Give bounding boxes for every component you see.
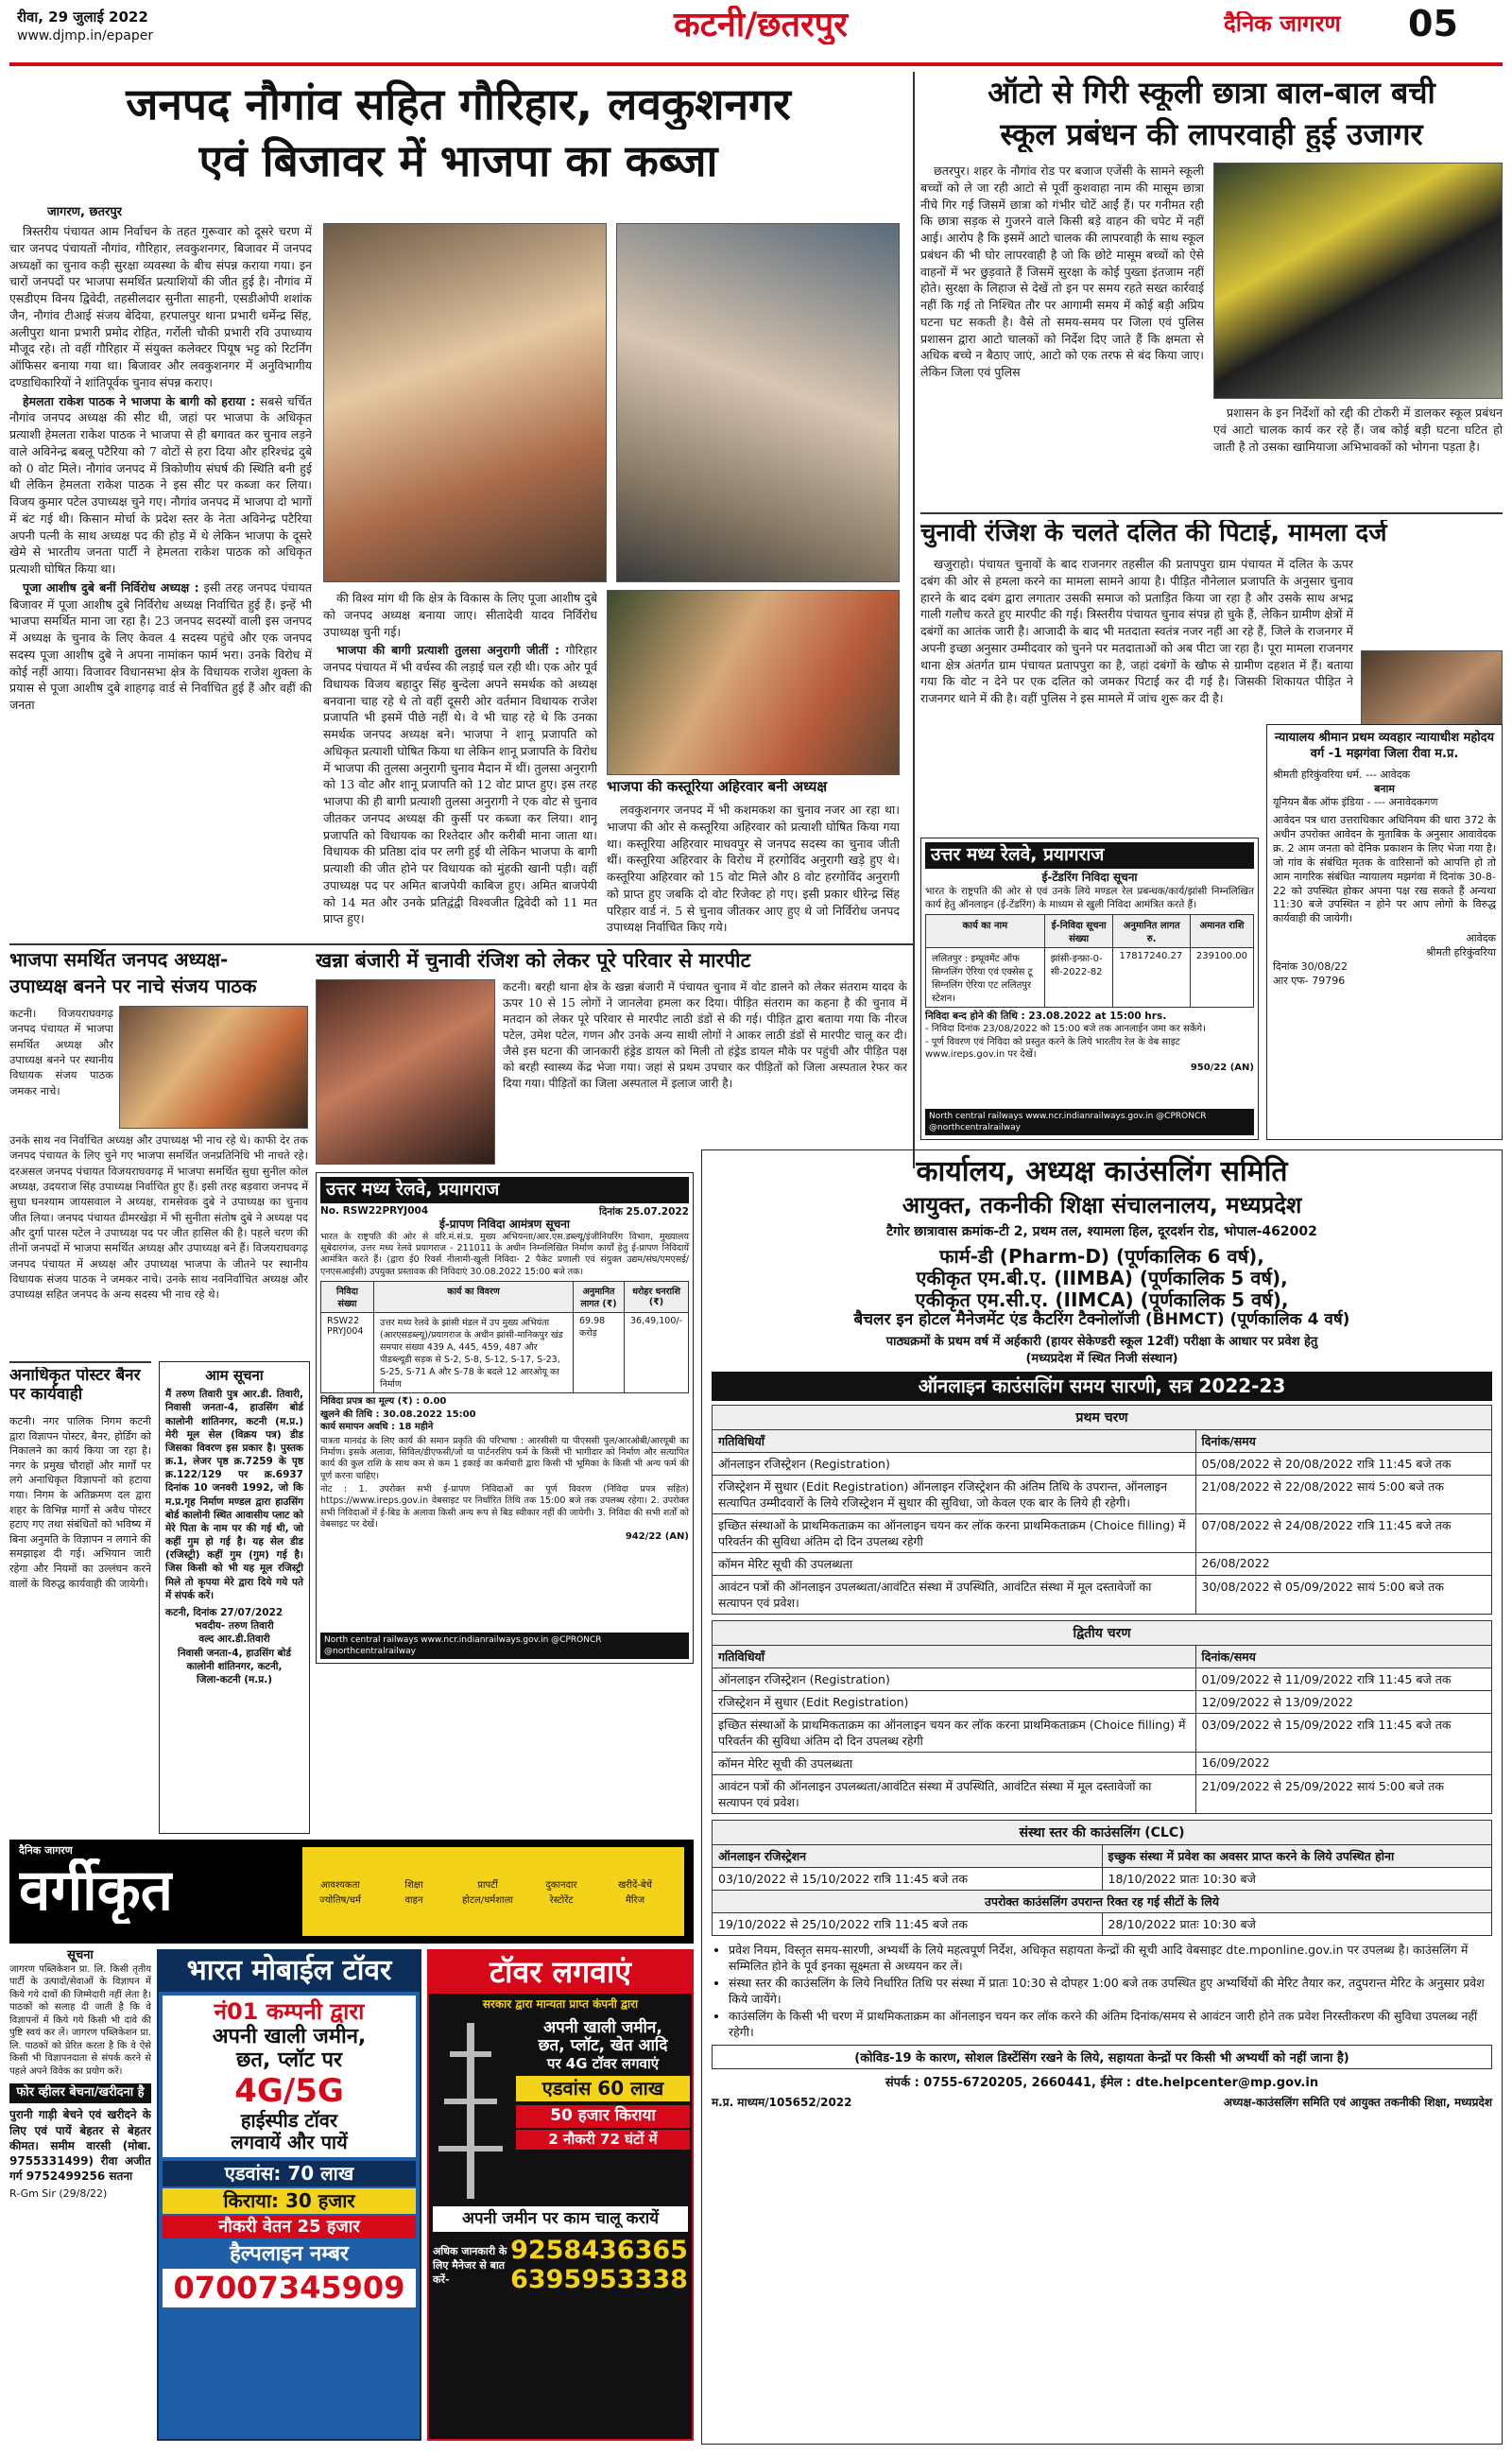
car-sale-body: पुरानी गाड़ी बेचने एवं खरीदने के लिए एवं पायें बेहतर से बेहतर कीमत। समीम वारसी (मोबा. 9755331499) रीवा अजीत गर्ग 9752499256 सतना	[9, 2108, 151, 2184]
auto-column-1	[920, 163, 1204, 507]
railway1-brand: उत्तर मध्य रेलवे, प्रयागराज	[925, 842, 1254, 869]
railway2-code: 942/22 (AN)	[625, 1531, 689, 1543]
classified-notice-head: सूचना	[67, 1949, 94, 1962]
ad1-advance: एडवांस: 70 लाख	[163, 2161, 416, 2186]
railway1-subtitle: ई-टेंडरिंग निविदा सूचना	[1041, 870, 1138, 884]
railway2-c2: उत्तर मध्य रेलवे के झांसी मंडल में उप मुख्य अभियंता (आरएसडब्ल्यू)/प्रयागराज के अधीन झांसी-मानिकपुर खंड समपार संख्या 439 A, 445, 459, 487 और पीडब्ल्यूडी सड़क से S-2, S-8, S-12, S-17, S-23, S-25, S-71 A और S-78 के बदले 12 आरओयू का निर्माण	[374, 1313, 574, 1393]
dance-headline-2: उपाध्यक्ष बनने पर नाचे संजय पाठक	[9, 976, 257, 997]
page-number: 05	[1408, 4, 1458, 44]
railway2-h3: अनुमानित लागत (₹)	[574, 1282, 625, 1313]
railway1-note-2: - पूर्ण विवरण एवं निविदा को प्रस्तुत करने के लिये भारतीय रेल के वेब साइट www.ireps.gov.in पर देखें।	[925, 1036, 1180, 1061]
ad2-earn: अपनी जमीन पर काम चालू करायें	[433, 2206, 688, 2233]
auto-headline-2: स्कूल प्रबंधन की लापरवाही हुई उजागर	[1000, 117, 1423, 152]
lead-column-3	[607, 802, 900, 942]
railway1-h3: अनुमानित लागत रु.	[1113, 914, 1190, 947]
public-notice-sign-2: वल्द आर.डी.तिवारी	[198, 1633, 270, 1646]
railway2-note: नोट : 1. उपरोक्त सभी ई-प्रापण निविदाओं का पूर्ण विवरण (निविदा प्रपत्र सहित) https://www.ireps.gov.in वेबसाइट पर निर्धारित तिथि तक 15:00 बजे तक उपलब्ध रहेगा। 2. उपरोक्त सभी निविदाओं में ई-बिड के अलावा किसी अन्य रूप से बिड स्वीकार नहीं की जायेगी। 3. निविदा की सभी शर्तों को वेबसाइट पर देखें।	[320, 1483, 689, 1529]
poster-headline: अनाधिकृत पोस्टर बैनर पर कार्यवाही	[9, 1367, 141, 1404]
lead-dateline: जागरण, छतरपुर	[47, 205, 123, 219]
phase2-col-activity: गतिविधियाँ	[713, 1645, 1196, 1668]
tower-ad-1	[157, 1949, 421, 2441]
tower-icon	[429, 2013, 514, 2203]
instruction-item: • प्रवेश नियम, विस्तृत समय-सारणी, अभ्यर्थी के लिये महत्वपूर्ण निर्देश, अधिकृत सहायता केन्द्रों की सूची आदि वेबसाइट dte.mponline.gov.in पर उपलब्ध है। काउंसलिंग में सम्मिलित होने के पूर्व इनका सूक्ष्मता से अध्ययन कर लें।	[729, 1942, 1492, 1975]
table-row: कॉमन मेरिट सूची की उपलब्धता 16/09/2022	[713, 1752, 1492, 1774]
public-notice-body: मैं तरुण तिवारी पुत्र आर.डी. तिवारी, निवासी जनता-4, हाउसिंग बोर्ड कालोनी शांतिनगर, कटनी (म.प्र.) मेरी मूल सेल (विक्रय पत्र) डीड जिसका विवरण इस प्रकार है। पुस्तक क्र.1, लेजर पृष्ठ क्र.7259 के पृष्ठ क्र.122/129 पर क्र.6937 दिनांक 10 जनवरी 1992, जो कि म.प्र.गृह निर्माण मण्डल द्वारा हाउसिंग बोर्ड कालोनी स्थित आवासीय प्लाट को मेरे पिता के नाम पर की गई थी, जो कहीं गुम हो गई है। यह सेल डीड (रजिस्ट्री) कहीं गुम (गुम) गई है। जिस किसी को भी यह मूल रजिस्ट्री मिले तो कृपया मेरे द्वारा दिये गये पते में संपर्क करें।	[165, 1389, 303, 1601]
paper-logo: दैनिक जागरण	[1224, 11, 1341, 37]
ad1-title: भारत मोबाईल टॉवर	[159, 1951, 420, 1992]
epaper-url: www.djmp.in/epaper	[17, 28, 154, 43]
counselling-schedule-title: ऑनलाइन काउंसलिंग समय सारणी, सत्र 2022-23	[712, 1372, 1492, 1401]
ad2-subtitle: सरकार द्वारा मान्यता प्राप्त कंपनी द्वारा	[482, 1996, 639, 2011]
ad2-advance: एडवांस 60 लाख	[516, 2076, 690, 2101]
auto-para-1: छतरपुर। शहर के नौगांव रोड पर बजाज एजेंसी के सामने स्कूली बच्चों को ले जा रही आटो से पूर्वी कुशवाहा नाम की मासूम छात्रा नीचे गिर गई जिसमें छात्रा को गंभीर चोटें आईं हैं। पर गनीमत रही कि छात्रा सड़क से गुजरने वाले किसी बड़े वाहन की चपेट में नहीं आई। आरोप है कि इसमें आटो चालक की लापरवाही के साथ स्कूल प्रबंधन की भी घोर लापरवाही है जो कि छोटे मासूम बच्चों को ऐसे वाहनों में भर छुड़वाते हैं जिसमें सुरक्षा के कोई पुख्ता इंतजाम नहीं होते। सुरक्षा के लिहाज से देखें तो इन पर समय रहते सख्त कार्रवाई नहीं कि गई तो निश्चित तौर पर आगामी समय में कोई बड़ी अप्रिय घटना घट सकती है। वैसे तो समय-समय पर जिला एवं पुलिस प्रशासन द्वारा आटो चालकों को निर्देश दिए जाते हैं कि क्षमता से अधिक बच्चे न बैठाए जाएं, आटो को एक तरफ से बंद किया जाए। लेकिन जिला एवं पुलिस	[920, 164, 1204, 379]
lead-headline-1: जनपद नौगांव सहित गौरिहार, लवकुशनगर	[126, 79, 791, 130]
lead-subhead-3: भाजपा की बागी प्रत्याशी तुलसा अनुरागी जीतीं :	[336, 643, 559, 658]
railway2-cost: निविदा प्रपत्र का मूल्य (₹) : 0.00	[320, 1396, 447, 1408]
auto-story	[920, 72, 1503, 507]
khanna-story	[316, 949, 907, 1168]
ad1-phone[interactable]: 07007345909	[163, 2269, 416, 2307]
counselling-sign: अध्यक्ष-काउंसलिंग समिति एवं आयुक्त तकनीकी शिक्षा, मध्यप्रदेश	[1223, 2095, 1492, 2109]
public-notice-sign-1: भवदीय- तरुण तिवारी	[195, 1620, 274, 1633]
issue-date: रीवा, 29 जुलाई 2022	[17, 9, 148, 26]
ad1-line-1: नं01 कम्पनी द्वारा	[214, 1997, 365, 2025]
table-row: आवंटन पत्रों की ऑनलाइन उपलब्धता/आवंटित संस्था में उपस्थिति, आवंटित संस्था में मूल दस्तावेजों का सत्यापन एवं प्रवेश। 21/09/2022 से 25/09/2022 सायं 5:00 बजे तक	[713, 1774, 1492, 1813]
ad1-rent: किराया: 30 हजार	[163, 2188, 416, 2214]
railway1-c3: 17817240.27	[1113, 947, 1190, 1007]
ad2-info: अधिक जानकारी के लिए मैनेजर से बात करें-	[433, 2244, 507, 2286]
classified-notice-body: जागरण पब्लिकेशन प्रा. लि. किसी तृतीय पार्टी के उत्पादों/सेवाओं के विज्ञापन में किये गये दावों की जिम्मेदारी नहीं लेता है। पाठकों को सलाह दी जाती है कि वे विज्ञापनों में किये गये किसी भी दावे की पुष्टि स्वयं कर लें। जागरण पब्लिकेशन प्रा. लि. पाठकों को प्रेरित करता है कि वे ऐसे किसी भी विज्ञापनदाता से संपर्क करने से पहले अपने विवेक का प्रयोग करें।	[9, 1963, 151, 2077]
railway1-note-1: - निविदा दिनांक 23/08/2022 को 15:00 बजे तक आनलाईन जमा कर सकेंगे।	[925, 1024, 1206, 1035]
ad1-line-5: हाईस्पीड टॉवर	[240, 2108, 338, 2132]
court-respondent: यूनियन बैंक ऑफ इंडिया - --- अनावेदकगण	[1273, 796, 1438, 809]
lead-subhead-2: पूजा आशीष दुबे बनीं निर्विरोध अध्यक्ष :	[23, 579, 199, 595]
lead-photo-caption: भाजपा की कस्तूरिया अहिरवार बनी अध्यक्ष	[607, 779, 828, 795]
dance-body-2: उनके साथ नव निर्वाचित अध्यक्ष और उपाध्यक्ष भी नाच रहे थे। काफी देर तक जनपद पंचायत के लिए चुने गए भाजपा समर्थित जनप्रतिनिधि भी नाचते रहे। दरअसल जनपद पंचायत विजयराघवगढ़ में भाजपा समर्थित सुधा सुनील कोल अध्यक्ष, उदयराज सिंह उपाध्यक्ष निर्वाचित हुए हैं। इसी तरह बड़वारा जनपद में सुधा घनश्याम जायसवाल ने अध्यक्ष, रामसेवक दुबे ने उपाध्यक्ष का चुनाव जीत लिया। जनपद पंचायत ढीमरखेड़ा में भी सुनीता संतोष दुबे ने अध्यक्ष पद और दुर्गा पारस पटेल ने उपाध्यक्ष पद पर जीत हासिल की है। पहले चरण की तीनों जनपदों में भाजपा समर्थित अध्यक्ष और उपाध्यक्ष बने हैं। विजयराघवगढ़ जनपद पंचायत में अध्यक्ष और उपाध्यक्ष भाजपा के जीतने पर स्थानीय विधायक संजय पाठक ने जमकर नाचे। उनके साथ नवनिर्वाचित अध्यक्ष और उपाध्यक्ष सहित जनपद के अन्य सदस्य भी नाच रहे थे।	[9, 1133, 308, 1302]
lead-subhead-1: हेमलता राकेश पाठक ने भाजपा के बागी को हराया :	[23, 393, 255, 408]
railway2-table	[320, 1281, 689, 1393]
lead-para-5: गौरिहार जनपद पंचायत में भी वर्चस्व की लड़ाई चल रही थी। एक ओर पूर्व विधायक विजय बहादुर सिंह बुन्देला अपने समर्थक को अध्यक्ष बनवाना चाह रहे थे तो वहीं दूसरी ओर वर्तमान विधायक राजेश प्रजापति भी इसमें पीछे नहीं थे। वे भी चाह रहे थे कि उनका समर्थक जनपद अध्यक्ष बने। भाजपा ने शानू प्रजापति को अधिकृत प्रत्याशी घोषित किया था लेकिन शानू प्रजापति के विरोध में भाजपा की तुलसा अनुरागी चुनाव मैदान में थीं। तुलसा अनुरागी को 13 वोट और शानू प्रजापति को 12 वोट प्राप्त हुए। इस तरह भाजपा की ही बागी प्रत्याशी तुलसा अनुरागी ने एक वोट से चुनाव जीतकर जनपद अध्यक्ष की कुर्सी पर कब्जा कर लिया। शानू प्रजापति को विधायक का रिश्तेदार और करीबी माना जाता था। विधायक की प्रतिष्ठा दांव पर लगी हुई थी लेकिन भाजपा के बागी प्रत्याशी की जीत होने पर विधायक को मुंहकी खानी पड़ी। वहीं उपाध्यक्ष पद पर अमित बाजपेयी काबिज हुए। अमित बाजपेयी को 14 मत और उनके प्रतिद्वंद्वी विश्वजीत द्विवेदी को 11 मत प्राप्त हुए।	[323, 643, 597, 926]
phase1-col-date: दिनांक/समय	[1195, 1429, 1492, 1452]
railway2-period: कार्य समापन अवधि : 18 महीने	[320, 1422, 434, 1433]
railway1-footer: North central railways www.ncr.indianrailways.gov.in @CPRONCR @northcentralrailway	[925, 1109, 1254, 1135]
table-row: 03/10/2022 से 15/10/2022 रात्रि 11:45 बजे तक 18/10/2022 प्रातः 10:30 बजे	[713, 1867, 1492, 1890]
vacant-heading: उपरोक्त काउंसलिंग उपरान्त रिक्त रह गई सीटों के लिये	[713, 1890, 1492, 1912]
category-item[interactable]: वाहन	[404, 1895, 423, 1906]
car-sale-head: फोर व्हीलर बेचना/खरीदना है	[9, 2083, 151, 2103]
poster-story	[9, 1361, 151, 1834]
ad2-phone-1[interactable]: 9258436365	[510, 2236, 688, 2266]
auto-headline-1: ऑटो से गिरी स्कूली छात्रा बाल-बाल बची	[988, 76, 1435, 111]
counselling-course-3: एकीकृत एम.सी.ए. (IIMCA) (पूर्णकालिक 5 वर्ष),	[915, 1288, 1289, 1312]
counselling-phase1-table	[712, 1405, 1492, 1615]
railway1-intro: भारत के राष्ट्रपति की ओर से एवं उनके लिये मण्डल रेल प्रबन्धक/कार्य/झांसी निम्नलिखित कार्य हेतु ऑनलाइन (ई-टेंडरिंग) के माध्यम से खुली निविदा आमंत्रित करते हैं।	[925, 885, 1254, 910]
dance-photo	[119, 1006, 308, 1129]
counselling-institutes: (मध्यप्रदेश में स्थित निजी संस्थान)	[1025, 1351, 1178, 1366]
table-row: 19/10/2022 से 25/10/2022 रात्रि 11:45 बजे तक 28/10/2022 प्रातः 10:30 बजे	[713, 1912, 1492, 1935]
table-row: इच्छित संस्थाओं के प्राथमिकताक्रम का ऑनलाइन चयन कर लॉक करना प्राथमिकताक्रम (Choice filling) में परिवर्तन की सुविधा अंतिम दो दिन उपलब्ध रहेगी 03/09/2022 से 15/09/2022 रात्रि 11:45 बजे तक	[713, 1713, 1492, 1752]
category-item[interactable]: आवश्यकता	[320, 1880, 360, 1891]
railway1-c2: झांसी-इन्फ्रा-0-सी-2022-82	[1044, 947, 1113, 1007]
category-item[interactable]: होटल/धर्मशाला	[462, 1895, 513, 1906]
car-sale-code: R-Gm Sir (29/8/22)	[9, 2187, 108, 2201]
category-item[interactable]: प्रापर्टी	[477, 1880, 498, 1891]
railway2-dated: दिनांक 25.07.2022	[599, 1205, 689, 1218]
railway2-h2: कार्य का विवरण	[374, 1282, 574, 1313]
public-notice-sign-4: कालोनी शांतिनगर, कटनी,	[186, 1660, 283, 1672]
railway2-c3: 69.98 करोड़	[574, 1313, 625, 1393]
lead-photo-leaders	[323, 223, 607, 582]
phase1-heading: प्रथम चरण	[713, 1405, 1492, 1429]
instruction-item: • संस्था स्तर की काउंसलिंग के लिये निर्धारित तिथि पर संस्था में प्रातः 10:30 से दोपहर 1:00 बजे तक उपस्थित हुए अभ्यर्थियों की मेरिट तैयार कर, तदुपरान्त मेरिट के अनुसार प्रवेश किये जायेंगे।	[729, 1975, 1492, 2008]
khanna-body: कटनी। बरही थाना क्षेत्र के खन्ना बंजारी में पंचायत चुनाव में वोट डालने को लेकर संतराम यादव के ऊपर 10 से 15 लोगों ने जानलेवा हमला कर दिया। पीड़ित संतराम का कहना है की चुनाव में मतदान को लेकर पूरे परिवार से मारपीट लाठी डंडों से की गई। पीड़ित द्वारा बताया गया कि नीरज पटेल, उमेश पटेल, गणन और उनके अन्य साथी लोगों ने आकर लाठी डंडों से मारपीट चालू कर दी। जैसे इस घटना की जानकारी हंड्रेड डायल को मिली तो हंड्रेड डायल मौके पर पहुंची और पीड़ित पक्ष को बरही स्वास्थ्य केंद्र भेजा गया। जहां से प्रथम उपचार कर पीड़ितों को जिला अस्पताल रेफर कर दिया गया। पीड़ितों का जिला अस्पताल में इलाज जारी है।	[503, 980, 907, 1091]
auto-column-2	[1213, 405, 1503, 507]
khanna-photo	[316, 979, 495, 1165]
ad1-job: नौकरी वेतन 25 हजार	[163, 2216, 416, 2239]
counselling-notice	[701, 1149, 1503, 2445]
railway2-h4: धरोहर धनराशि (₹)	[625, 1282, 689, 1313]
header-rule	[9, 62, 1503, 66]
counselling-title: कार्यालय, अध्यक्ष काउंसलिंग समिति	[916, 1155, 1288, 1188]
counselling-course-1: फार्म-डी (Pharm-D) (पूर्णकालिक 6 वर्ष),	[939, 1245, 1264, 1269]
counselling-address: टैगोर छात्रावास क्रमांक-टी 2, प्रथम तल, श्यामला हिल, दूरदर्शन रोड, भोपाल-462002	[886, 1224, 1317, 1240]
khanna-headline: खन्ना बंजारी में चुनावी रंजिश को लेकर पूरे परिवार से मारपीट	[316, 949, 751, 972]
lead-para-2: सबसे चर्चित नौगांव जनपद अध्यक्ष की सीट थी, जहां पर भाजपा के अधिकृत प्रत्याशी हेमलता राकेश पाठक ने भाजपा से ही बगावत कर चुनाव लड़ने वाले अविनेन्द्र बबलू पटैरिया को 7 वोटों से हरा दिया और हरिश्चंद्र दुबे को 0 वोट मिले। नौगांव जनपद में त्रिकोणीय संघर्ष की स्थिति बनी हुई थी लेकिन हेमलता राकेश पाठक ने इस सीट पर कब्जा कर लिया। विजय कुमार पटेल उपाध्यक्ष चुने गए। नौगांव जनपद में भाजपा दो भागों में बंट गई थी। किसान मोर्चा के प्रदेश स्तर के नेता अविनेन्द्र पटैरिया अपनी पत्नी के साथ अध्यक्ष पद की होड़ में थे लेकिन भाजपा के दूसरे खेमे से भारतीय जनता पार्टी ने हेमलता राकेश पाठक को अधिकृत प्रत्याशी घोषित किया था।	[9, 393, 312, 576]
railway2-brand: उत्तर मध्य रेलवे, प्रयागराज	[320, 1177, 689, 1203]
court-notice	[1266, 724, 1503, 1140]
dance-body-1: कटनी। विजयराघवगढ़ जनपद पंचायत में भाजपा समर्थित अध्यक्ष और उपाध्यक्ष बनने पर स्थानीय विधायक संजय पाठक जमकर नाचे।	[9, 1007, 113, 1097]
ad2-line-1: अपनी खाली जमीन,	[543, 2017, 662, 2037]
counselling-clc-table	[712, 1820, 1492, 1936]
lead-column-1	[9, 223, 312, 942]
counselling-course-2: एकीकृत एम.बी.ए. (IIMBA) (पूर्णकालिक 5 वर्ष),	[916, 1267, 1288, 1290]
counselling-contact: संपर्क : 0755-6720205, 2660441, ईमेल : dte.helpcenter@mp.gov.in	[885, 2075, 1319, 2090]
court-vs: बनाम	[1374, 782, 1395, 795]
table-row: इच्छित संस्थाओं के प्राथमिकताक्रम का ऑनलाइन चयन कर लॉक करना प्राथमिकताक्रम (Choice filling) में परिवर्तन की सुविधा अंतिम दो दिन उपलब्ध रहेगी 07/08/2022 से 24/08/2022 रात्रि 11:45 बजे तक	[713, 1513, 1492, 1552]
railway2-c1: RSW22 PRYJ004	[321, 1313, 374, 1393]
counselling-title-2: आयुक्त, तकनीकी शिक्षा संचालनालय, मध्यप्रदेश	[902, 1191, 1302, 1218]
railway1-h1: कार्य का नाम	[926, 914, 1045, 947]
lead-para-6: लवकुशनगर जनपद में भी कशमकश का चुनाव नजर आ रहा था। भाजपा की ओर से कस्तूरिया अहिरवार को प्रत्याशी घोषित किया गया था। कस्तूरिया अहिरवार माधवपुर से जनपद सदस्य का चुनाव जीती थीं। कस्तूरिया अहिरवार के विरोध में हरगोविंद अनुरागी खड़े हुए थे। कस्तूरिया अहिरवार को 15 वोट मिले और 8 वोट हरगोविंद अनुरागी को प्राप्त हुए जबकि दो वोट रिजेक्ट हो गए। इसी प्रकार धीरेन्द्र सिंह परिहार वार्ड नं. 5 से चुनाव जीतकर आए हुए थे जो निर्विरोध जनपद उपाध्यक्ष निर्वाचित किए गये।	[607, 803, 900, 935]
ad1-helpline: हैल्पलाइन नम्बर	[230, 2242, 349, 2267]
masthead	[0, 0, 1512, 68]
column-divider	[913, 72, 915, 1168]
public-notice-date: कटनी, दिनांक 27/07/2022	[165, 1607, 284, 1618]
court-title: न्यायालय श्रीमान प्रथम व्यवहार न्यायाधीश महोदय वर्ग -1 मझगंवा जिला रीवा म.प्र.	[1274, 731, 1495, 761]
classified-brand: दैनिक जागरण	[19, 1844, 73, 1857]
railway2-subtitle: ई-प्रापण निविदा आमंत्रण सूचना	[438, 1217, 571, 1231]
railway1-table	[925, 914, 1254, 1008]
railway2-footer: North central railways www.ncr.indianrailways.gov.in @CPRONCR @northcentralrailway	[320, 1633, 689, 1659]
counselling-covid: (कोविड-19 के कारण, सोशल डिस्टेंसिंग रखने के लिये, सहायता केन्द्रों पर किसी भी अभ्यर्थी को नहीं जाना है)	[712, 2045, 1492, 2069]
table-row: आवंटन पत्रों की ऑनलाइन उपलब्धता/आवंटित संस्था में उपस्थिति, आवंटित संस्था में मूल दस्तावेजों का सत्यापन एवं प्रवेश। 30/08/2022 से 05/09/2022 सायं 5:00 बजे तक	[713, 1575, 1492, 1614]
dance-headline-1: भाजपा समर्थित जनपद अध्यक्ष-	[9, 949, 229, 971]
classified-title: वर्गीकृत	[19, 1858, 173, 1924]
category-item[interactable]: दुकानदार	[545, 1880, 577, 1891]
railway-tender-1	[920, 838, 1259, 1140]
table-row: रजिस्ट्रेशन में सुधार (Edit Registration) ऑनलाइन रजिस्ट्रेशन की अंतिम तिथि के उपरान्त, ऑनलाइन सत्यापित उम्मीदवारों के लिये रजिस्ट्रेशन में सुधार की सुविधा, जो केवल एक बार के लिये ही रहेगी। 21/08/2022 से 22/08/2022 सायं 5:00 बजे तक	[713, 1475, 1492, 1513]
clc-col-b: इच्छुक संस्था में प्रवेश का अवसर प्राप्त करने के लिये उपस्थित होना	[1102, 1844, 1492, 1867]
railway2-h1: निविदा संख्या	[321, 1282, 374, 1313]
court-petitioner: श्रीमती हरिकुंवरिया धर्म. --- आवेदक	[1273, 768, 1411, 781]
railway2-eligibility: पात्रता मानदंड के लिए कार्य की समान प्रकृति की परिभाषा : आरसीसी या पीएससी पुल/आरओबी/आरयूबी का निर्माण। इसके अलावा, सिविल/डीएफसी/जो या पार्टनरशिप फर्म के किसी भी भागीदार को निर्माण और सत्यापित कार्य की कुल राशि के साथ कम से कम 1 इकाई का कर्मचारी द्वारा किसी भी भूमिका के किसी भी अन्य फर्म की पूर्ण करना चाहिए।	[320, 1435, 689, 1481]
auto-photo	[1213, 163, 1503, 399]
railway2-c4: 36,49,100/-	[625, 1313, 689, 1393]
public-notice	[159, 1361, 310, 1834]
ad1-line-2: अपनी खाली जमीन,	[212, 2025, 367, 2049]
classified-section	[9, 1840, 694, 2445]
court-date: दिनांक 30/08/22	[1273, 959, 1348, 973]
railway2-intro: भारत के राष्ट्रपति की ओर से वरि.मं.सं.प्र. मुख्य अभियन्ता/आर.एस.डब्ल्यू/इंजीनियरिंग विभाग, मुख्यालय सूबेदारगंज, उत्तर मध्य रेलवे प्रयागराज - 211011 के अधीन निम्नलिखित निर्माण कार्यों हेतु ई-प्रापण निविदायें आमंत्रित करते हैं। (द्वारा ई0 रिवर्स नीलामी-खुली निविदा- 2 पैकेट प्रणाली एवं संयुक्त उद्यम/संघ/एमएसई/एनएसआईसी) उपयुक्त प्रस्तावक की निविदाएं 30.08.2022 15:00 बजे तक।	[320, 1231, 689, 1277]
railway1-code: 950/22 (AN)	[1190, 1062, 1254, 1073]
section-title: कटनी/छतरपुर	[674, 6, 848, 44]
category-item[interactable]: मैरिज	[625, 1895, 645, 1906]
ad2-line-3: पर 4G टॉवर लगवाएं	[546, 2054, 660, 2072]
table-row: रजिस्ट्रेशन में सुधार (Edit Registration) 12/09/2022 से 13/09/2022	[713, 1690, 1492, 1713]
ad2-job: 2 नौकरी 72 घंटों में	[516, 2130, 690, 2150]
public-notice-title: आम सूचना	[205, 1367, 264, 1384]
poster-body: कटनी। नगर पालिक निगम कटनी द्वारा विज्ञापन पोस्टर, बैनर, होर्डिंग को निकालने का कार्य किया जा रहा है। नगर के प्रमुख चौराहों और मार्गों पर लगे अनाधिकृत विज्ञापनों को हटाया गया। निगम के अतिक्रमण दल द्वारा शहर के विभिन्न मार्गों से अवैध पोस्टर हटाए गए तथा संबंधितों को भविष्य में बिना अनुमति के विज्ञापन न लगाने की समझाइश दी गई। अभियान जारी रहेगा और नियमों का उल्लंघन करने वालों के विरुद्ध कार्यवाही की जायेगी।	[9, 1415, 151, 1590]
lead-column-2	[323, 590, 597, 942]
railway1-h2: ई-निविदा सूचना संख्या	[1044, 914, 1113, 947]
court-ref: आर एफ- 79796	[1273, 974, 1346, 987]
railway1-c4: 239100.00	[1190, 947, 1253, 1007]
counselling-code: म.प्र. माध्यम/105652/2022	[712, 2095, 852, 2109]
lead-para-3: इसी तरह जनपद पंचायत बिजावर में पूजा आशीष दुबे निर्विरोध अध्यक्ष निर्वाचित हुई हैं। इन्हें भी भाजपा समर्थित माना जा रहा है। 23 जनपद सदस्यों वाली इस जनपद में अध्यक्ष के चुनाव के लिए केवल 4 सदस्य पहुंचे और एक जनपद सदस्य पूजा आशीष दुबे ने अपना नामांकन फार्म भरा। उनके विरोध में कोई नहीं आया। विजावर विधानसभा क्षेत्र के विधायक राजेश शुक्ला के प्रयास से पूजा आशीष दुबे शाहगढ़ वार्ड से निर्वाचित हुई हैं और वहीं की जनता	[9, 579, 312, 712]
ad2-line-2: छत, प्लॉट, खेत आदि	[538, 2036, 668, 2056]
railway2-open: खुलने की तिथि : 30.08.2022 15:00	[320, 1408, 476, 1420]
clc-heading: संस्था स्तर की काउंसलिंग (CLC)	[713, 1820, 1492, 1844]
public-notice-sign-5: जिला-कटनी (म.प्र.)	[196, 1673, 273, 1685]
classified-left-column	[9, 1949, 151, 2445]
clc-col-a: ऑनलाइन रजिस्ट्रेशन	[713, 1844, 1103, 1867]
ad2-title: टॉवर लगवाएं	[429, 1951, 692, 1994]
counselling-eligibility: पाठ्यक्रमों के प्रथम वर्ष में अर्हकारी (हायर सेकेण्डरी स्कूल 12वीं) परीक्षा के आधार पर प्रवेश हेतु	[885, 1334, 1318, 1349]
table-row: ऑनलाइन रजिस्ट्रेशन (Registration) 01/09/2022 से 11/09/2022 रात्रि 11:45 बजे तक	[713, 1668, 1492, 1690]
court-body: आवेदन पत्र धारा उत्तराधिकार अधिनियम की धारा 372 के अधीन उपरोक्त आवेदन के मुताबिक के अनुसार आवावेदक क्र. 2 आम जनता को देनिक प्रकाशन के लिए भेजा गया है। जो गांव के संबंधित मृतक के वारिसानों को आपत्ति हो तो आम नागरिक संबंधित न्यायालय मझगंवा में दिनांक 30-8-22 को उपस्थित होकर अपना पक्ष रख सकते हैं अन्यथा 11:30 बजे उपस्थित न होने पर आप लोगों के विरुद्ध कार्यवाही की जायेगी।	[1273, 814, 1496, 925]
instruction-item: • काउंसलिंग के किसी भी चरण में प्राथमिकताक्रम का ऑनलाइन चयन कर लॉक करने की अंतिम दिनांक/समय से आवंटन जारी होने तक प्रवेश निरस्तीकरण की सुविधा उपलब्ध नहीं रहेगी।	[729, 2008, 1492, 2041]
ad1-line-4: 4G/5G	[234, 2071, 344, 2110]
auto-para-2: प्रशासन के इन निर्देशों को रद्दी की टोकरी में डालकर स्कूल प्रबंधन एवं आटो चालक कार्य कर रहे हैं। जब कोई बड़ी घटना घटित हो जाती है तो उसका खामियाजा अभिभावकों को भोगना पड़ता है।	[1213, 406, 1503, 454]
railway2-number: No. RSW22PRYJ004	[320, 1204, 429, 1217]
table-row: ऑनलाइन रजिस्ट्रेशन (Registration) 05/08/2022 से 20/08/2022 रात्रि 11:45 बजे तक	[713, 1452, 1492, 1475]
phase2-col-date: दिनांक/समय	[1195, 1645, 1492, 1668]
court-applicant-label: आवेदक	[1466, 932, 1496, 945]
dalit-headline: चुनावी रंजिश के चलते दलित की पिटाई, मामला दर्ज	[920, 520, 1387, 547]
lead-para-4: की विश्व मांग थी कि क्षेत्र के विकास के लिए पूजा आशीष दुबे को जनपद अध्यक्ष बनाया जाए। सीतादेवी यादव निर्विरोध उपाध्यक्ष चुनी गई।	[323, 591, 597, 639]
lead-para-1: त्रिस्तरीय पंचायत आम निर्वाचन के तहत गुरूवार को दूसरे चरण में चार जनपद पंचायतों नौगांव, गौरिहार, लवकुशनगर, बिजावर में जनपद अध्यक्षों का चुनाव कड़ी सुरक्षा व्यवस्था के बीच संपन्न कराया गया। इन चारों जनपदों पर भाजपा समर्थित प्रत्याशियों की जीत हुई है। नौगांव में एसडीएम विनय द्विवेदी, तहसीलदार सुनीता साहनी, एसडीओपी शशांक जैन, नौगांव टीआई संजय बेदिया, हरपालपुर थाना प्रभारी धर्मेन्द्र सिंह, अलीपुरा थाना प्रभारी प्रमोद रोहित, गर्रोली चौकी प्रभारी रवि उपाध्याय मौजूद रहे। तो वहीं गौरिहार में संयुक्त कलेक्टर पियूष भट्ट को रिटर्निंग ऑफिसर बनाया गया था। बिजावर और लवकुशनगर में अनुविभागीय दण्डाधिकारियों ने शांतिपूर्वक चुनाव संपन्न कराए।	[9, 224, 312, 389]
category-item[interactable]: खरीदें-बेचें	[618, 1880, 652, 1891]
public-notice-sign-3: निवासी जनता-4, हाउसिंग बोर्ड	[178, 1647, 291, 1659]
railway1-close-date: निविदा बन्द होने की तिथि : 23.08.2022 at 15:00 hrs.	[925, 1010, 1167, 1022]
lead-photo-certificate	[616, 223, 900, 582]
classified-categories	[302, 1847, 684, 1936]
railway1-h4: अमानत राशि	[1190, 914, 1253, 947]
lead-story	[9, 72, 907, 942]
classified-banner	[9, 1840, 694, 1944]
dance-story	[9, 949, 308, 1356]
lead-photo-winner	[607, 590, 900, 775]
phase1-col-activity: गतिविधियाँ	[713, 1429, 1196, 1452]
table-row: कॉमन मेरिट सूची की उपलब्धता 26/08/2022	[713, 1552, 1492, 1575]
counselling-phase2-table	[712, 1620, 1492, 1814]
category-item[interactable]: शिक्षा	[404, 1880, 423, 1891]
ad1-line-3: छत, प्लॉट पर	[235, 2048, 342, 2073]
phase2-heading: द्वितीय चरण	[713, 1620, 1492, 1645]
category-item[interactable]: ज्योतिष/धर्म	[319, 1895, 361, 1906]
court-applicant: श्रीमती हरिकुंवरिया	[1425, 945, 1496, 959]
ad2-phone-2[interactable]: 6395953338	[510, 2265, 688, 2295]
counselling-instructions	[729, 1942, 1492, 2041]
lead-headline-2: एवं बिजावर में भाजपा का कब्जा	[198, 136, 718, 186]
ad2-rent: 50 हजार किराया	[516, 2105, 690, 2128]
ad1-line-6: लगवायें और पायें	[231, 2130, 348, 2153]
counselling-course-4: बैचलर इन होटल मैनेजमेंट एंड कैटरिंग टैक्नोलॉजी (BHMCT) (पूर्णकालिक 4 वर्ष)	[853, 1310, 1350, 1330]
railway-tender-2	[316, 1172, 694, 1664]
tower-ad-2	[427, 1949, 694, 2441]
railway1-c1: ललितपुर : इम्प्रूवमेंट ऑफ सिग्नलिंग ऐरिया एवं एक्सेस टू सिग्नलिंग ऐरिया एट ललितपुर स्टेशन।	[926, 947, 1045, 1007]
dalit-para: खजुराहो। पंचायत चुनावों के बाद राजनगर तहसील की प्रतापपुरा ग्राम पंचायत में दलित के ऊपर दबंग की ओर से हमला करने का मामला सामने आया है। पीड़ित नौनेलाल प्रजापति के अनुसार चुनाव हारने के बाद दबंग द्वारा लगातार उसकी समाज को प्रताड़ित किया जा रहा है और उसके साथ अभद्र गाली गलौच करते हुए मारपीट की गई। त्रिस्तरीय पंचायत चुनाव संपन्न हो चुके हैं, लेकिन ग्रामीण क्षेत्रों में दबंगों का आतंक जारी है। आजादी के बाद भी मतदाता स्वतंत्र नजर नहीं आ रहे हैं, जिले के राजनगर में अपनी इच्छा अनुसार उम्मीदवार को चुनने पर मतदाताओं को अब पीटा जा रहा है। पूरा मामला राजनगर थाना क्षेत्र अंतर्गत ग्राम पंचायत प्रतापपुरा का है, जहां दबंगों के खौफ से ग्रामीण दहशत में हैं। बताया गया कि वोट न देने पर एक दलित को जमकर पिटाई कर दी गई है। जिसकी शिकायत पीड़ित ने राजनगर थाने में की है। वहीं पुलिस ने इस मामले में जांच शुरू कर दी है।	[920, 557, 1353, 705]
category-item[interactable]: रेस्टोरेंट	[549, 1895, 574, 1906]
